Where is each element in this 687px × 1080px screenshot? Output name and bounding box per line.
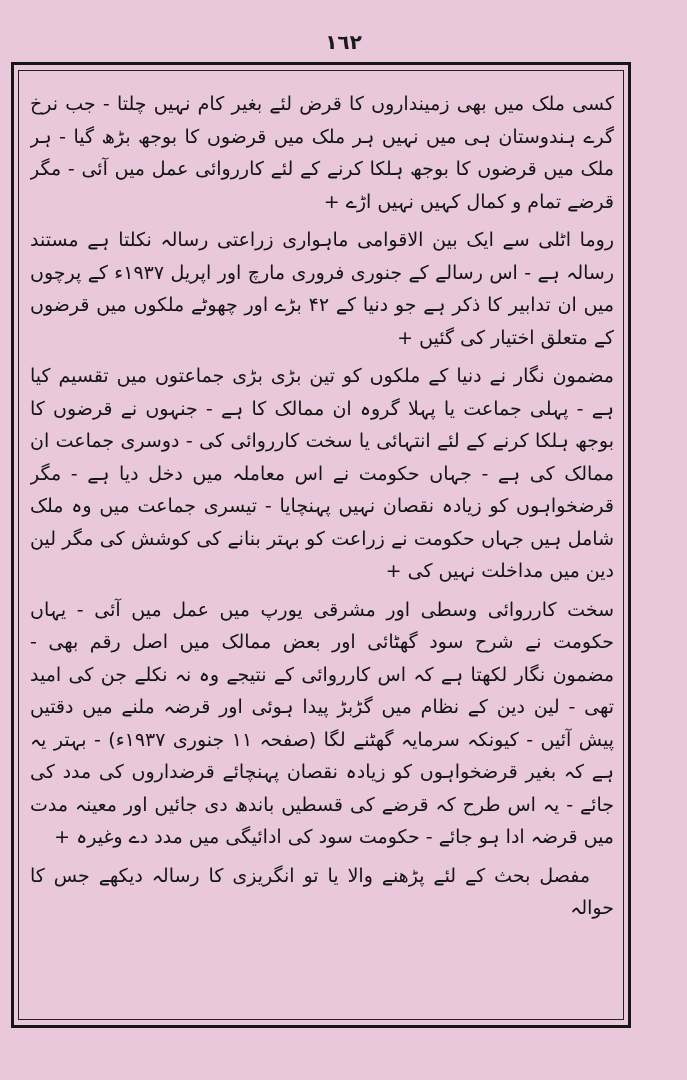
page-number: ١٦٢: [325, 30, 362, 54]
paragraph-5: مفصل بحث کے لئے پڑھنے والا یا تو انگریزی کا رسالہ دیکھے جس کا حوالہ: [30, 864, 614, 919]
paragraph-4: سخت کارروائی وسطی اور مشرقی یورپ میں عمل میں آئی - یہاں حکومت نے شرح سود گھٹائی اور بعض ممالک میں اصل رقم بھی - مضمون نگار لکھتا ہے کہ اس کارروائی کے نتیجے وہ نہ نکلے جن کی امید تھی - لین دین کے نظام میں گڑبڑ پیدا ہوئی اور قرضہ ملنے میں دقتیں پیش آئیں - کیونکہ سرمایہ گھٹنے لگا (صفحہ ۱۱ جنوری ۱۹۳۷ء) - بہتر یہ ہے کہ بغیر قرضخواہوں کو زیادہ نقصان پہنچائے قرضداروں کی مدد کی جائے - یہ اس طرح کہ قرضے کی قسطیں باندھ دی جائیں اور معینہ مدت میں قرضہ ادا ہو جائے - حکومت سود کی ادائیگی میں مدد دے وغیرہ +: [30, 598, 614, 848]
paragraph-1: کسی ملک میں بھی زمینداروں کا قرض لئے بغیر کام نہیں چلتا - جب نرخ گرے ہندوستان ہی میں نہیں ہر ملک میں قرضوں کا بوجھ بڑھ گیا - ہر ملک میں قرضوں کا بوجھ ہلکا کرنے کے لئے کارروائی عمل میں آئی - مگر قرضے تمام و کمال کہیں نہیں اڑے +: [30, 93, 614, 213]
page-body-text: [30, 88, 614, 1008]
paragraph-2: روما اٹلی سے ایک بین الاقوامی ماہواری زراعتی رسالہ نکلتا ہے مستند رسالہ ہے - اس رسالے کے جنوری فروری مارچ اور اپریل ۱۹۳۷ء کے پرچوں میں ان تدابیر کا ذکر ہے جو دنیا کے ۴۲ بڑے اور چھوٹے ملکوں میں قرضوں کے متعلق اختیار کی گئیں +: [30, 229, 614, 349]
paragraph-3: مضمون نگار نے دنیا کے ملکوں کو تین بڑی بڑی جماعتوں میں تقسیم کیا ہے - پہلی جماعت یا پہلا گروہ ان ممالک کا ہے - جنہوں نے قرضوں کا بوجھ ہلکا کرنے کے لئے انتہائی یا سخت کارروائی کی - دوسری جماعت ان ممالک کی ہے - جہاں حکومت نے اس معاملہ میں دخل دیا ہے - مگر قرضخواہوں کو زیادہ نقصان نہیں پہنچایا - تیسری جماعت میں وہ ملک شامل ہیں جہاں حکومت نے زراعت کو بہتر بنانے کی کوشش کی مگر لین دین میں مداخلت نہیں کی +: [30, 365, 614, 582]
